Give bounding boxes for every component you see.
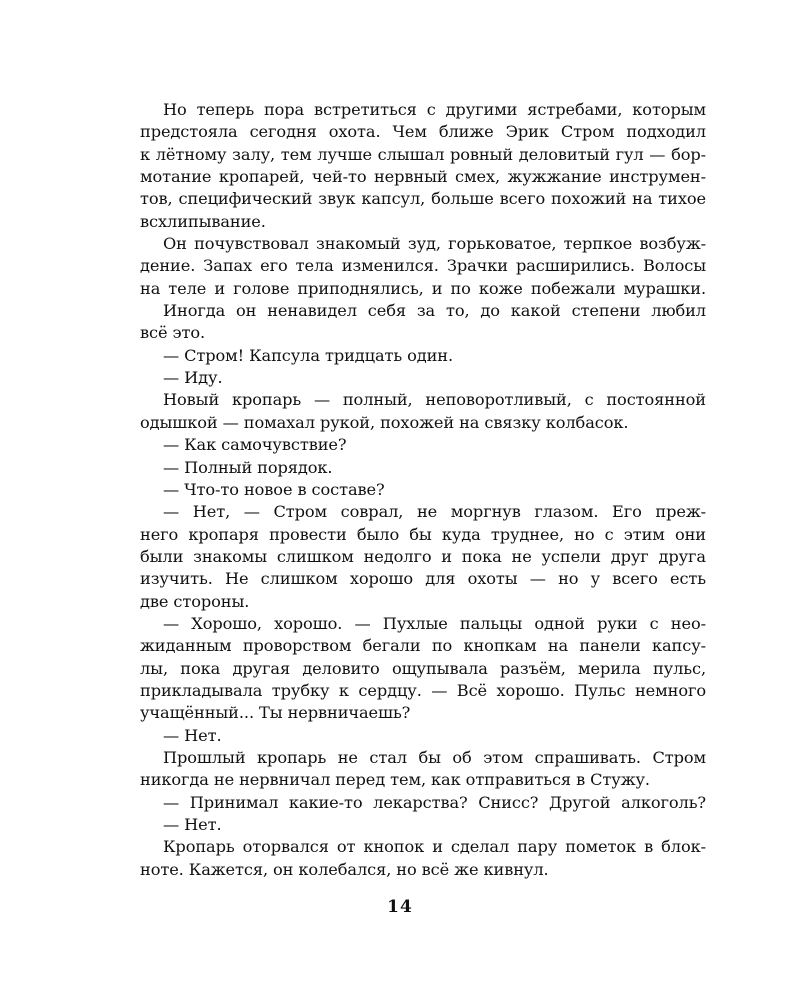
text-line: него кропаря провести было бы куда труднее, но с этим они [140, 524, 706, 544]
text-line: лы, пока другая деловито ощупывала разъём, мерила пульс, [140, 658, 706, 678]
text-line: — Иду. [163, 368, 223, 388]
text-line: — Нет. [163, 815, 222, 834]
text-line: никогда не нервничал перед тем, как отправиться в Стужу. [140, 770, 650, 790]
page-number: 14 [387, 897, 413, 917]
text-line: — Как самочувствие? [163, 435, 347, 455]
text-line: — Нет. [163, 725, 222, 745]
text-line: ноте. Кажется, он колебался, но всё же кивнул. [140, 859, 549, 879]
text-line: Новый кропарь — полный, неповоротливый, с постоянной [163, 390, 706, 410]
text-line: тов, специфический звук капсул, больше всего похожий на тихое [140, 189, 706, 209]
text-line: — Что-то новое в составе? [163, 479, 385, 499]
text-line: прикладывала трубку к сердцу. — Всё хорошо. Пульс немного [140, 680, 706, 700]
text-line: Прошлый кропарь не стал бы об этом спрашивать. Стром [163, 747, 706, 767]
text-line: Но теперь пора встретиться с другими ястребами, которым [163, 100, 706, 119]
text-line: всхлипывание. [140, 211, 266, 231]
text-line: жиданным проворством бегали по кнопкам на панели капсу- [140, 636, 706, 656]
text-line: учащённый... Ты нервничаешь? [140, 703, 411, 723]
text-line: две стороны. [140, 591, 250, 611]
text-line: — Стром! Капсула тридцать один. [163, 345, 454, 365]
text-line: — Принимал какие-то лекарства? Снисс? Другой алкоголь? [163, 792, 706, 812]
text-line: мотание кропарей, чей-то нервный смех, жужжание инструмен- [140, 167, 706, 187]
text-line: одышкой — помахал рукой, похожей на связку колбасок. [140, 412, 629, 432]
text-line: предстояла сегодня охота. Чем ближе Эрик Стром подходил [140, 122, 706, 142]
text-line: были знакомы слишком недолго и пока не успели друг друга [140, 546, 706, 566]
text-line: — Полный порядок. [163, 457, 333, 477]
text-line: Кропарь оторвался от кнопок и сделал пару пометок в блок- [163, 837, 706, 857]
text-line: Он почувствовал знакомый зуд, горьковатое, терпкое возбуж- [163, 234, 706, 254]
text-line: — Нет, — Стром соврал, не моргнув глазом. Его преж- [163, 502, 706, 522]
text-line: изучить. Не слишком хорошо для охоты — но у всего есть [140, 569, 706, 589]
text-line: дение. Запах его тела изменился. Зрачки расширились. Волосы [140, 256, 706, 276]
text-line: на теле и голове приподнялись, и по коже побежали мурашки. [140, 278, 706, 298]
text-line: Иногда он ненавидел себя за то, до какой степени любил [163, 301, 706, 321]
body-text [140, 99, 706, 881]
text-line: — Хорошо, хорошо. — Пухлые пальцы одной руки с нео- [163, 613, 706, 633]
text-line: всё это. [140, 323, 206, 343]
text-line: к лётному залу, тем лучше слышал ровный деловитый гул — бор- [140, 144, 706, 164]
